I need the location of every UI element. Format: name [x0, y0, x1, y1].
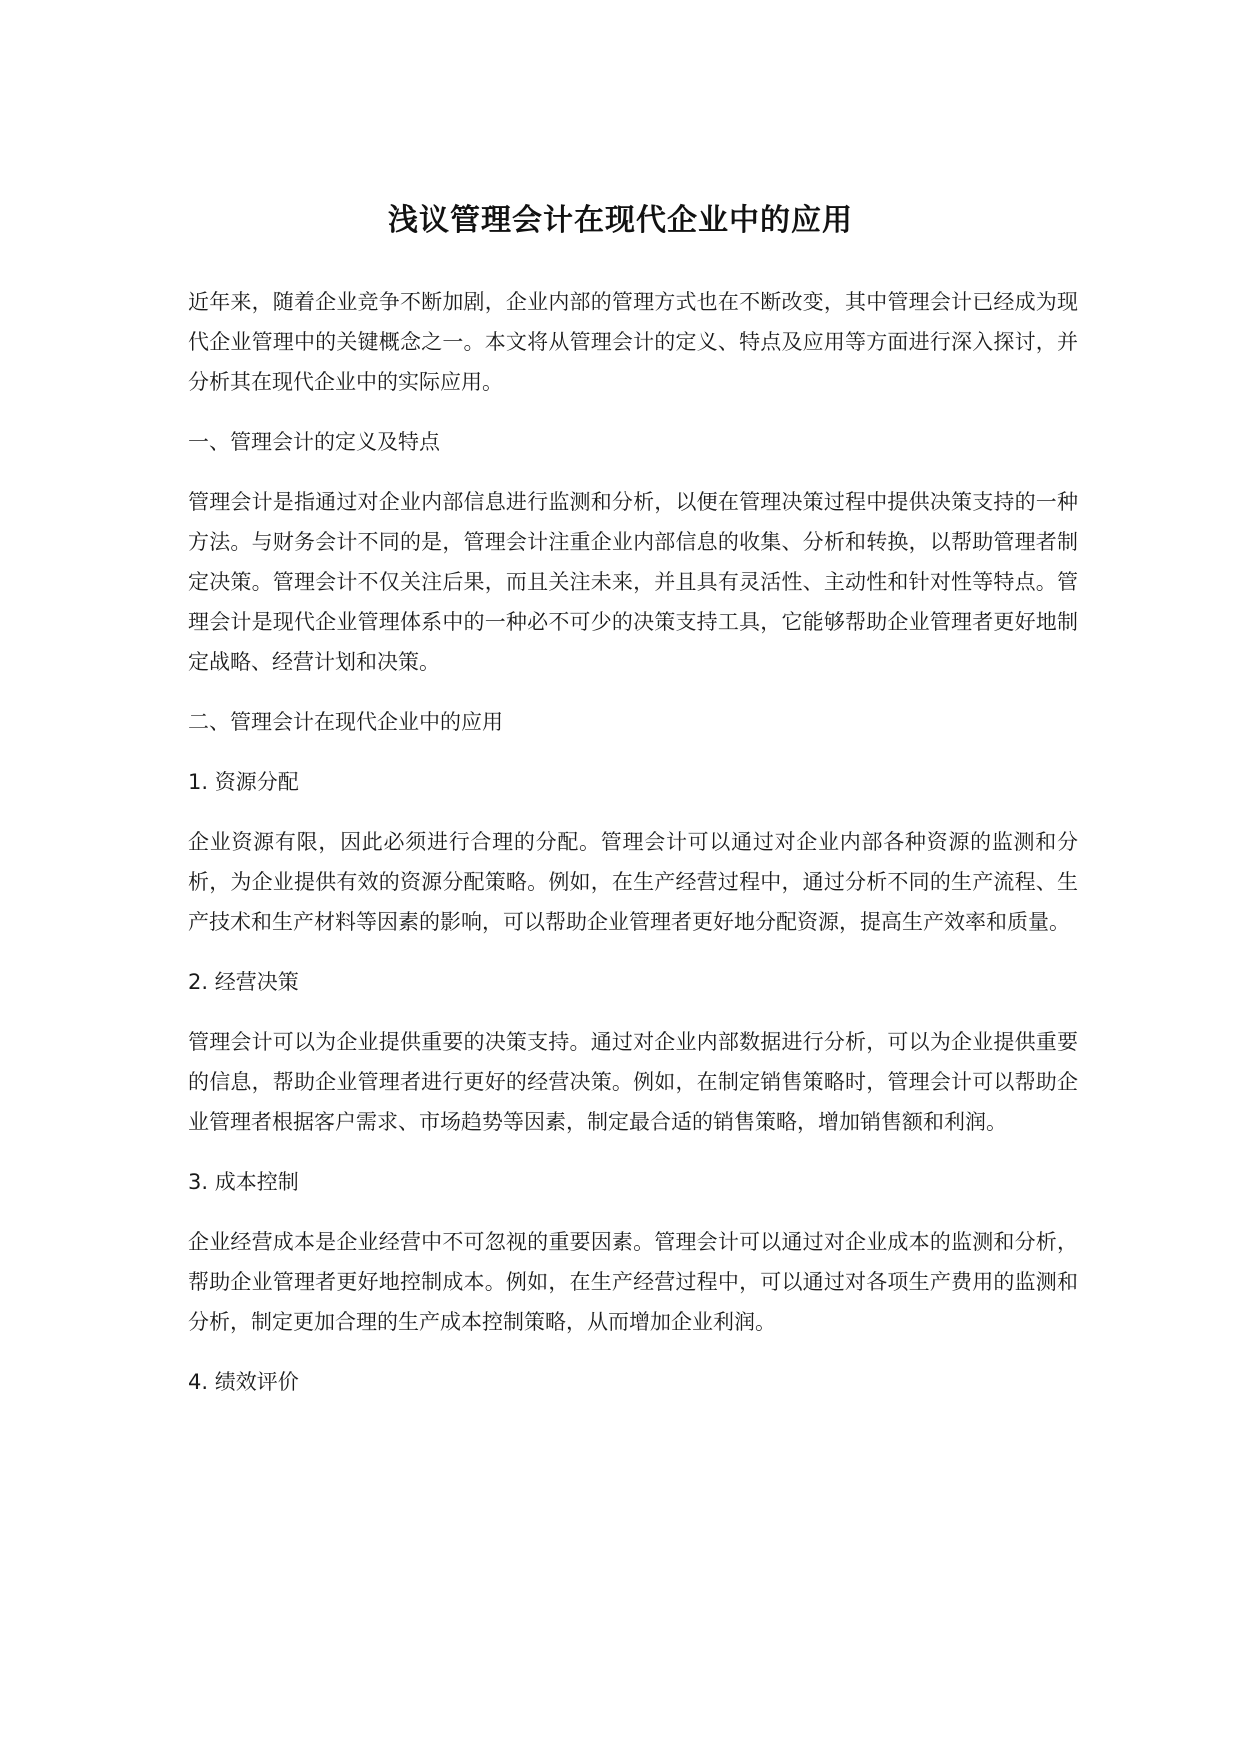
- section-heading-application: 二、管理会计在现代企业中的应用: [188, 710, 503, 734]
- subheading-resource-allocation: 1. 资源分配: [188, 770, 299, 794]
- subheading-cost-control: 3. 成本控制: [188, 1170, 299, 1194]
- document-body: [188, 282, 1078, 1422]
- definition-paragraph: 管理会计是指通过对企业内部信息进行监测和分析，以便在管理决策过程中提供决策支持的一种方法。与财务会计不同的是，管理会计注重企业内部信息的收集、分析和转换，以帮助管理者制定决策。管理会计不仅关注后果，而且关注未来，并且具有灵活性、主动性和针对性等特点。管理会计是现代企业管理体系中的一种必不可少的决策支持工具，它能够帮助企业管理者更好地制定战略、经营计划和决策。: [188, 490, 1078, 674]
- business-decision-paragraph: 管理会计可以为企业提供重要的决策支持。通过对企业内部数据进行分析，可以为企业提供重要的信息，帮助企业管理者进行更好的经营决策。例如，在制定销售策略时，管理会计可以帮助企业管理者根据客户需求、市场趋势等因素，制定最合适的销售策略，增加销售额和利润。: [188, 1030, 1078, 1134]
- intro-paragraph: 近年来，随着企业竞争不断加剧，企业内部的管理方式也在不断改变，其中管理会计已经成为现代企业管理中的关键概念之一。本文将从管理会计的定义、特点及应用等方面进行深入探讨，并分析其在现代企业中的实际应用。: [188, 290, 1078, 394]
- subheading-performance-evaluation: 4. 绩效评价: [188, 1370, 299, 1394]
- section-heading-definition: 一、管理会计的定义及特点: [188, 430, 440, 454]
- document-title: 浅议管理会计在现代企业中的应用: [388, 203, 853, 239]
- cost-control-paragraph: 企业经营成本是企业经营中不可忽视的重要因素。管理会计可以通过对企业成本的监测和分析，帮助企业管理者更好地控制成本。例如，在生产经营过程中，可以通过对各项生产费用的监测和分析，制定更加合理的生产成本控制策略，从而增加企业利润。: [188, 1230, 1078, 1334]
- resource-allocation-paragraph: 企业资源有限，因此必须进行合理的分配。管理会计可以通过对企业内部各种资源的监测和分析，为企业提供有效的资源分配策略。例如，在生产经营过程中，通过分析不同的生产流程、生产技术和生产材料等因素的影响，可以帮助企业管理者更好地分配资源，提高生产效率和质量。: [188, 830, 1078, 934]
- subheading-business-decision: 2. 经营决策: [188, 970, 299, 994]
